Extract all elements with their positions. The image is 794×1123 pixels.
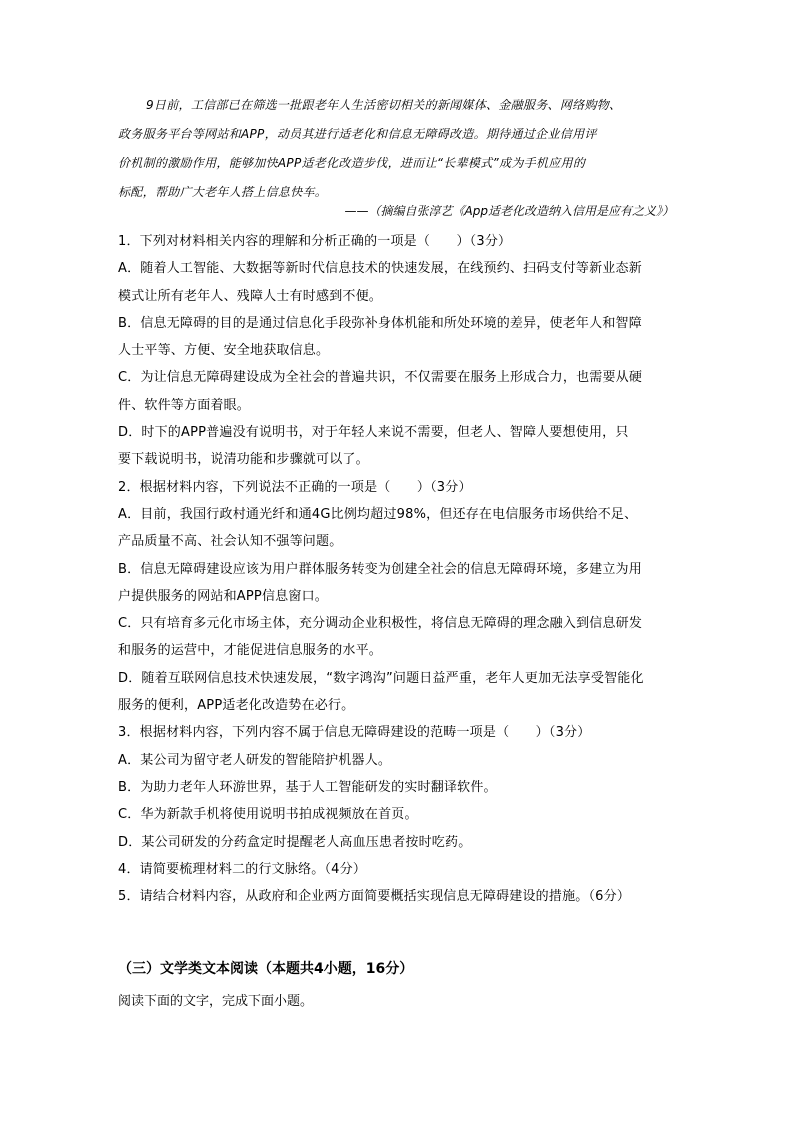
option-line: B．信息无障碍建设应该为用户群体服务转变为创建全社会的信息无障碍环境，多建立为用 <box>118 561 642 577</box>
question-stem: 4．请简要梳理材料二的行文脉络。（4分） <box>118 861 367 877</box>
option-line: A．某公司为留守老人研发的智能陪护机器人。 <box>118 752 392 768</box>
section-instruction: 阅读下面的文字，完成下面小题。 <box>118 994 314 1009</box>
option-line: 服务的便利，APP适老化改造势在必行。 <box>118 698 355 714</box>
question-stem: 3．根据材料内容，下列内容不属于信息无障碍建设的范畴一项是（ ）（3分） <box>118 725 591 741</box>
question-stem: 2．根据材料内容，下列说法不正确的一项是（ ）（3分） <box>118 479 472 495</box>
option-line: D．时下的APP普遍没有说明书，对于年轻人来说不需要，但老人、智障人要想使用，只 <box>118 425 629 441</box>
option-line: A．随着人工智能、大数据等新时代信息技术的快速发展，在线预约、扫码支付等新业态新 <box>118 261 642 277</box>
passage-line: 价机制的激励作用，能够加快APP适老化改造步伐，进而让“长辈模式”成为手机应用的 <box>118 156 586 170</box>
passage-line: 9日前，工信部已在筛选一批跟老年人生活密切相关的新闻媒体、金融服务、网络购物、 <box>146 98 622 112</box>
option-line: C．为让信息无障碍建设成为全社会的普遍共识，不仅需要在服务上形成合力，也需要从硬 <box>118 370 643 386</box>
passage-line: 标配，帮助广大老年人搭上信息快车。 <box>118 185 328 199</box>
option-line: 模式让所有老年人、残障人士有时感到不便。 <box>118 288 383 304</box>
question-stem: 1．下列对材料相关内容的理解和分析正确的一项是（ ）（3分） <box>118 234 512 249</box>
section-heading: （三）文学类文本阅读（本题共4小题，16分） <box>118 961 414 977</box>
question-list <box>118 228 684 910</box>
option-line: 和服务的运营中，才能促进信息服务的水平。 <box>118 643 383 659</box>
option-line: 户提供服务的网站和APP信息窗口。 <box>118 588 328 604</box>
option-line: B．为助力老年人环游世界，基于人工智能研发的实时翻译软件。 <box>118 779 497 795</box>
option-line: B．信息无障碍的目的是通过信息化手段弥补身体机能和所处环境的差异，使老年人和智障 <box>118 315 642 331</box>
option-line: C．华为新款手机将使用说明书拍成视频放在首页。 <box>118 807 418 823</box>
option-line: D．随着互联网信息技术快速发展，“数字鸿沟”问题日益严重，老年人更加无法享受智能化 <box>118 670 644 686</box>
option-line: 要下载说明书，说清功能和步骤就可以了。 <box>118 452 369 468</box>
option-line: A．目前，我国行政村通光纤和通4G比例均超过98%，但还存在电信服务市场供给不足、 <box>118 506 638 522</box>
passage-line: 政务服务平台等网站和APP，动员其进行适老化和信息无障碍改造。期待通过企业信用评 <box>118 127 597 141</box>
passage-excerpt <box>118 91 678 207</box>
option-line: C．只有培育多元化市场主体，充分调动企业积极性，将信息无障碍的理念融入到信息研发 <box>118 616 643 632</box>
option-line: D．某公司研发的分药盒定时提醒老人高血压患者按时吃药。 <box>118 834 472 850</box>
option-line: 产品质量不高、社会认知不强等问题。 <box>118 534 343 550</box>
passage-source: ——（摘编自张淳艺《App适老化改造纳入信用是应有之义》） <box>344 204 674 218</box>
option-line: 件、软件等方面着眼。 <box>118 397 251 413</box>
question-stem: 5．请结合材料内容，从政府和企业两方面简要概括实现信息无障碍建设的措施。（6分） <box>118 889 631 905</box>
option-line: 人士平等、方便、安全地获取信息。 <box>118 343 330 359</box>
